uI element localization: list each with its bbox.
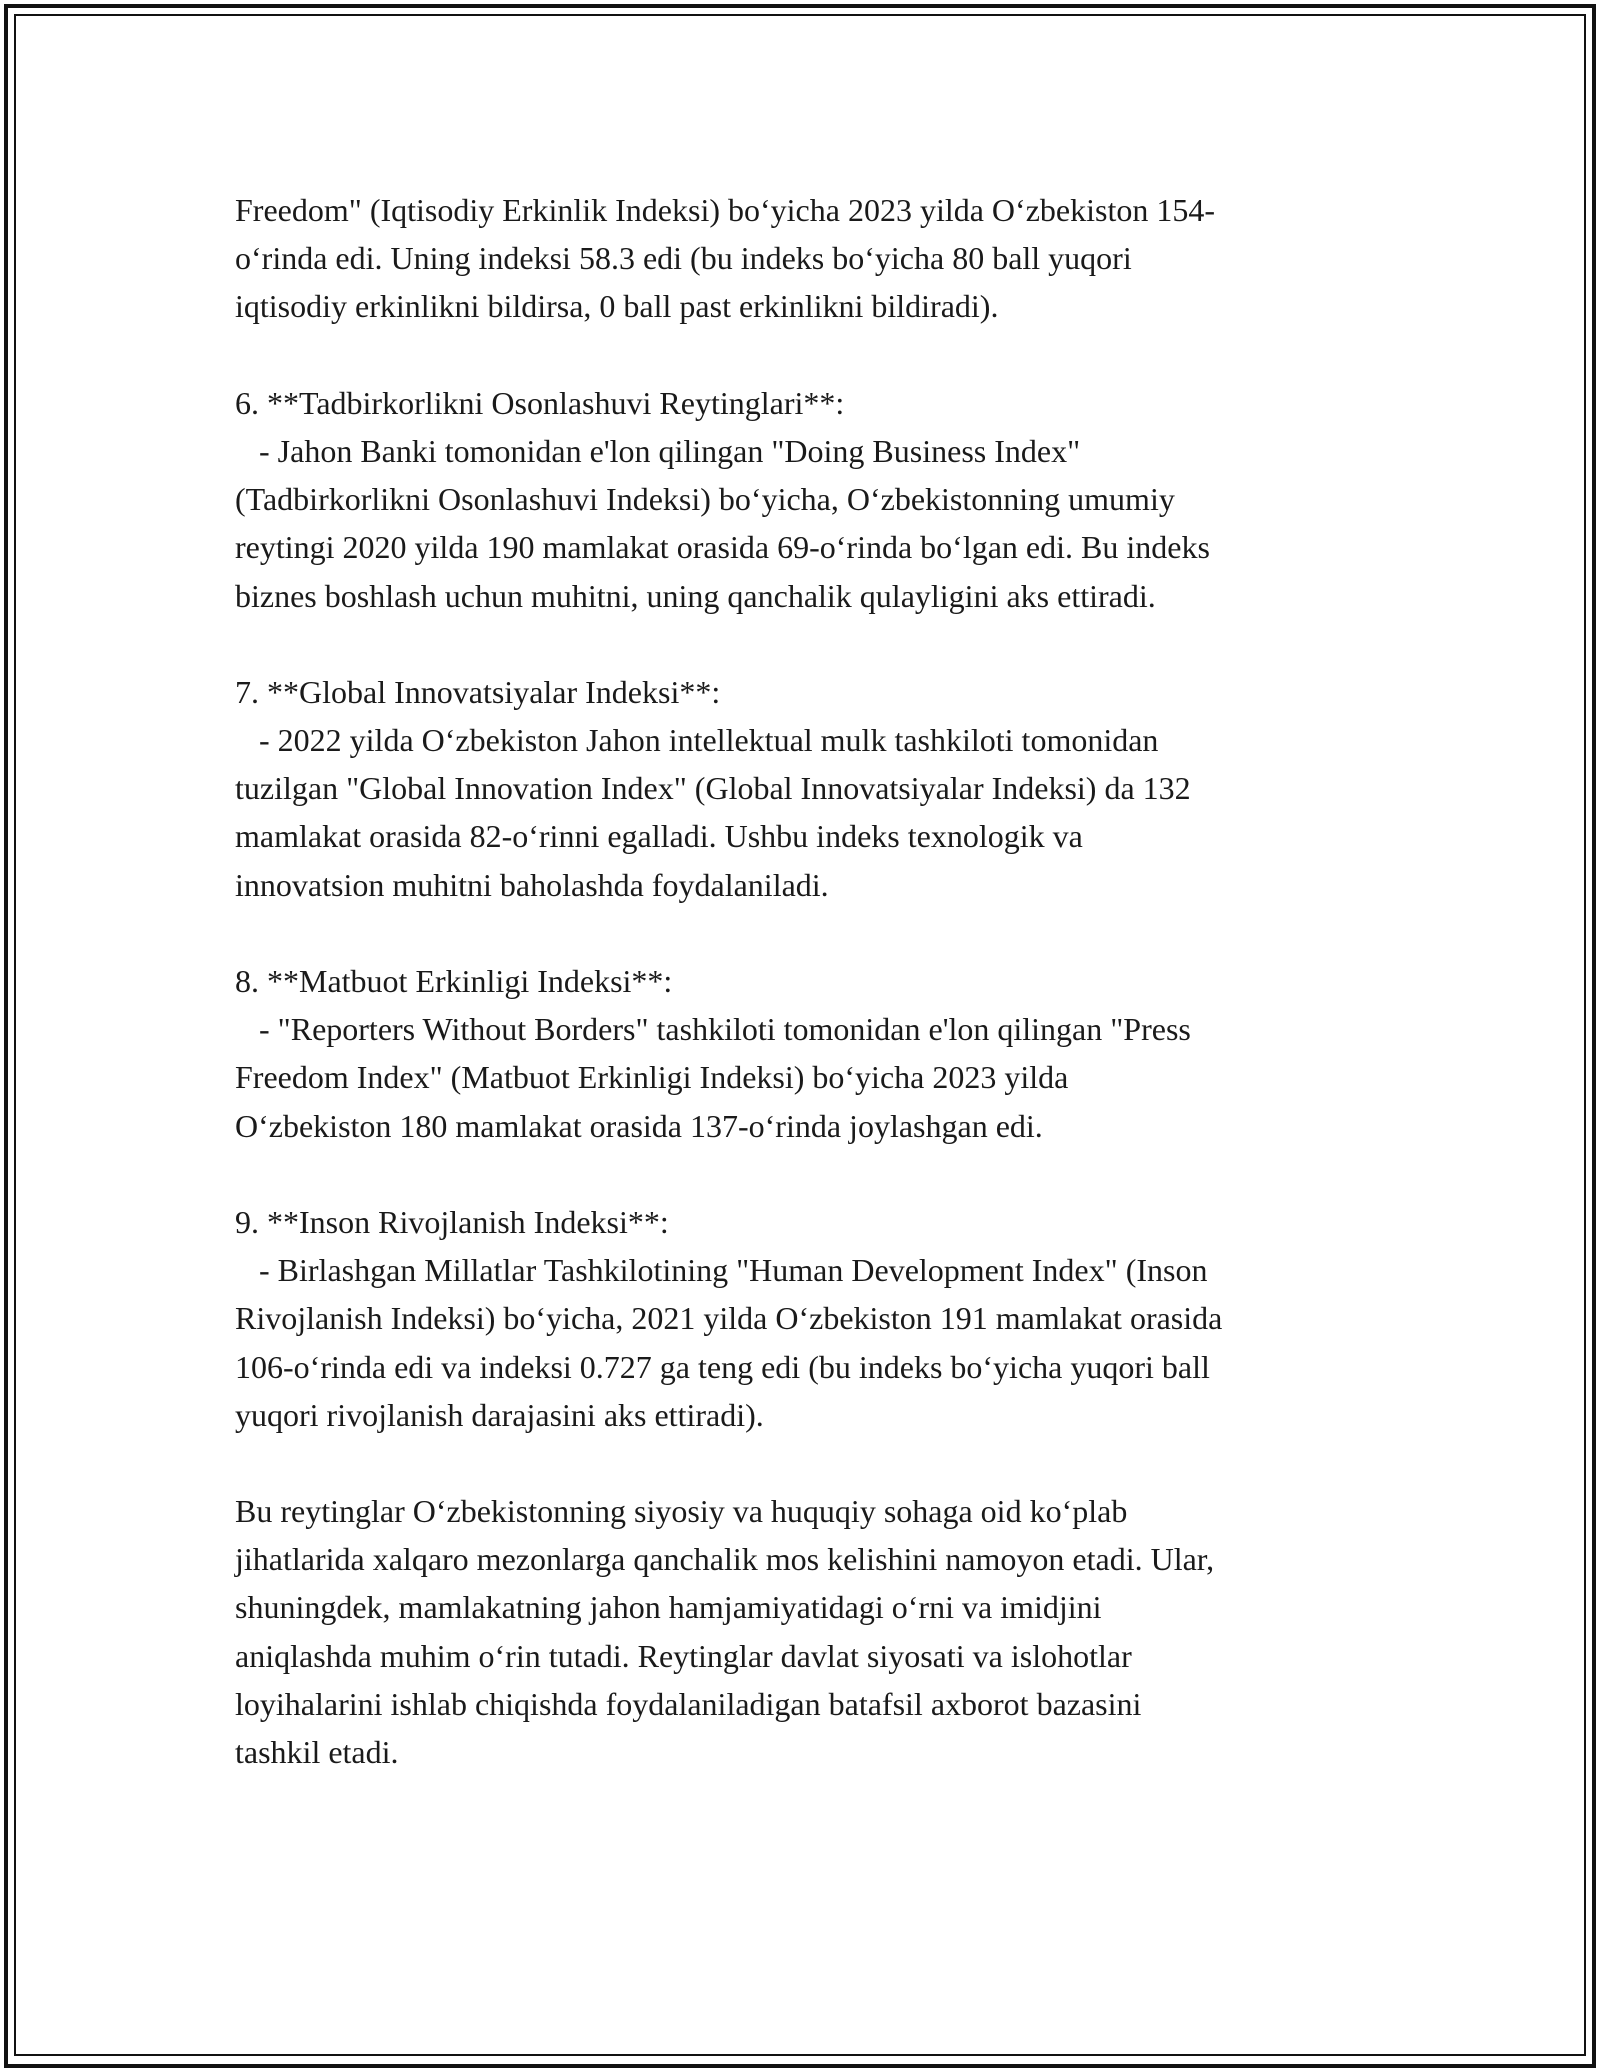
text-line: yuqori rivojlanish darajasini aks ettiradi).	[235, 1396, 764, 1433]
text-line: - 2022 yilda O‘zbekiston Jahon intellektual mulk tashkiloti tomonidan	[235, 722, 1159, 759]
text-line: - "Reporters Without Borders" tashkiloti tomonidan e'lon qilingan "Press	[235, 1011, 1191, 1048]
section-heading: 9. **Inson Rivojlanish Indeksi**:	[235, 1203, 669, 1240]
text-line: Freedom" (Iqtisodiy Erkinlik Indeksi) bo‘yicha 2023 yilda O‘zbekiston 154-	[235, 192, 1215, 228]
text-line: o‘rinda edi. Uning indeksi 58.3 edi (bu indeks bo‘yicha 80 ball yuqori	[235, 240, 1132, 277]
text-line: aniqlashda muhim o‘rin tutadi. Reytinglar davlat siyosati va islohotlar	[235, 1637, 1132, 1674]
text-line: mamlakat orasida 82-o‘rinni egalladi. Ushbu indeks texnologik va	[235, 818, 1083, 855]
text-line: iqtisodiy erkinlikni bildirsa, 0 ball past erkinlikni bildiradi).	[235, 288, 999, 325]
text-line: - Jahon Banki tomonidan e'lon qilingan "Doing Business Index"	[235, 432, 1081, 469]
paragraph-gap	[235, 909, 1375, 957]
text-line: tashkil etadi.	[235, 1734, 399, 1770]
section-heading: 8. **Matbuot Erkinligi Indeksi**:	[235, 963, 673, 999]
text-line: Rivojlanish Indeksi) bo‘yicha, 2021 yilda O‘zbekiston 191 mamlakat orasida	[235, 1300, 1223, 1337]
text-line: loyihalarini ishlab chiqishda foydalaniladigan batafsil axborot bazasini	[235, 1685, 1142, 1722]
text-line: 106-o‘rinda edi va indeksi 0.727 ga teng edi (bu indeks bo‘yicha yuqori ball	[235, 1348, 1210, 1385]
text-line: (Tadbirkorlikni Osonlashuvi Indeksi) bo‘yicha, O‘zbekistonning umumiy	[235, 481, 1175, 518]
text-line: Bu reytinglar O‘zbekistonning siyosiy va huquqiy sohaga oid ko‘plab	[235, 1493, 1128, 1530]
text-line: tuzilgan "Global Innovation Index" (Global Innovatsiyalar Indeksi) da 132	[235, 770, 1191, 807]
paragraph-gap	[235, 1439, 1375, 1487]
text-line: biznes boshlash uchun muhitni, uning qanchalik qulayligini aks ettiradi.	[235, 577, 1156, 614]
text-line: O‘zbekiston 180 mamlakat orasida 137-o‘rinda joylashgan edi.	[235, 1107, 1043, 1144]
text-line: innovatsion muhitni baholashda foydalaniladi.	[235, 866, 829, 903]
text-line: jihatlarida xalqaro mezonlarga qanchalik mos kelishini namoyon etadi. Ular,	[235, 1541, 1215, 1578]
section-heading: 7. **Global Innovatsiyalar Indeksi**:	[235, 673, 721, 710]
text-line: - Birlashgan Millatlar Tashkilotining "Human Development Index" (Inson	[235, 1252, 1208, 1289]
text-line: Freedom Index" (Matbuot Erkinligi Indeksi) bo‘yicha 2023 yilda	[235, 1059, 1069, 1096]
text-line: reytingi 2020 yilda 190 mamlakat orasida 69-o‘rinda bo‘lgan edi. Bu indeks	[235, 529, 1210, 566]
paragraph-gap	[235, 331, 1375, 379]
document-body	[235, 186, 1375, 1776]
paragraph-gap	[235, 1150, 1375, 1198]
paragraph-gap	[235, 620, 1375, 668]
text-line: shuningdek, mamlakatning jahon hamjamiyatidagi o‘rni va imidjini	[235, 1589, 1102, 1626]
section-heading: 6. **Tadbirkorlikni Osonlashuvi Reytinglari**:	[235, 384, 845, 421]
